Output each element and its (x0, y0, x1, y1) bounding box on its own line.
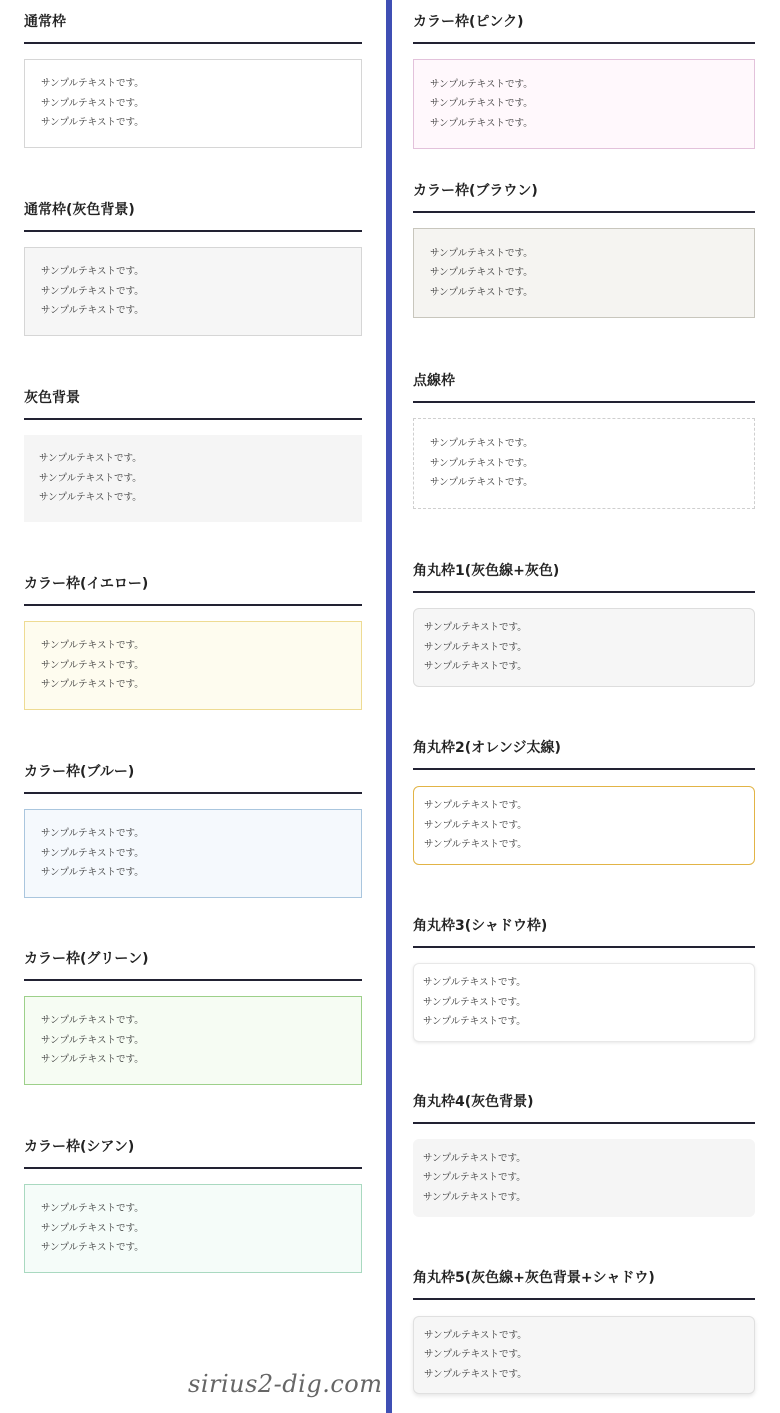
sample-text-line: サンプルテキストです。 (41, 117, 144, 129)
heading-underline (24, 979, 362, 981)
heading-underline (413, 946, 755, 948)
section-heading: カラー枠(ピンク) (413, 14, 524, 30)
sample-text-line: サンプルテキストです。 (424, 800, 527, 812)
sample-box-dotted (413, 418, 755, 509)
sample-text-line: サンプルテキストです。 (41, 1034, 144, 1046)
sample-text-line: サンプルテキストです。 (424, 622, 527, 634)
section-heading: 灰色背景 (24, 390, 80, 406)
sample-text-line: サンプルテキストです。 (41, 266, 144, 278)
sample-box-brown (413, 228, 755, 318)
sample-text-line: サンプルテキストです。 (41, 1222, 144, 1234)
sample-box-normal-gray (24, 247, 362, 336)
sample-text-line: サンプルテキストです。 (41, 97, 144, 109)
sample-text-line: サンプルテキストです。 (41, 1015, 144, 1027)
sample-text-line: サンプルテキストです。 (424, 641, 527, 653)
sample-text-line: サンプルテキストです。 (39, 453, 142, 465)
sample-text-line: サンプルテキストです。 (423, 1016, 526, 1028)
sample-text-line: サンプルテキストです。 (41, 1203, 144, 1215)
sample-text-line: サンプルテキストです。 (41, 867, 144, 879)
sample-box-rounded-2 (413, 786, 755, 865)
sample-text-line: サンプルテキストです。 (41, 1054, 144, 1066)
section-heading: 通常枠 (24, 14, 66, 30)
section-heading: カラー枠(ブルー) (24, 764, 135, 780)
sample-text-line: サンプルテキストです。 (430, 457, 533, 469)
sample-text-line: サンプルテキストです。 (430, 286, 533, 298)
sample-text-line: サンプルテキストです。 (430, 117, 533, 129)
section-heading: カラー枠(ブラウン) (413, 183, 538, 199)
sample-text-line: サンプルテキストです。 (430, 438, 533, 450)
sample-text-line: サンプルテキストです。 (423, 996, 526, 1008)
section-heading: 角丸枠5(灰色線+灰色背景+シャドウ) (413, 1270, 655, 1286)
section-heading: 角丸枠2(オレンジ太線) (413, 740, 561, 756)
heading-underline (24, 42, 362, 44)
site-watermark: sirius2-dig.com (188, 1370, 383, 1398)
sample-text-line: サンプルテキストです。 (424, 1368, 527, 1380)
sample-box-yellow (24, 621, 362, 710)
sample-text-line: サンプルテキストです。 (41, 1242, 144, 1254)
sample-box-rounded-5 (413, 1316, 755, 1394)
sample-text-line: サンプルテキストです。 (41, 659, 144, 671)
sample-text-line: サンプルテキストです。 (39, 472, 142, 484)
heading-underline (413, 42, 755, 44)
heading-underline (24, 230, 362, 232)
heading-underline (24, 1167, 362, 1169)
sample-text-line: サンプルテキストです。 (423, 1191, 526, 1203)
section-heading: 角丸枠4(灰色背景) (413, 1094, 534, 1110)
sample-text-line: サンプルテキストです。 (430, 98, 533, 110)
section-heading: 角丸枠1(灰色線+灰色) (413, 563, 560, 579)
heading-underline (413, 211, 755, 213)
sample-box-green (24, 996, 362, 1085)
sample-text-line: サンプルテキストです。 (41, 305, 144, 317)
section-heading: カラー枠(シアン) (24, 1139, 135, 1155)
section-heading: 通常枠(灰色背景) (24, 202, 135, 218)
sample-box-blue (24, 809, 362, 898)
sample-text-line: サンプルテキストです。 (41, 847, 144, 859)
heading-underline (413, 768, 755, 770)
sample-text-line: サンプルテキストです。 (41, 828, 144, 840)
heading-underline (24, 604, 362, 606)
sample-box-cyan (24, 1184, 362, 1273)
heading-underline (413, 401, 755, 403)
sample-text-line: サンプルテキストです。 (424, 1329, 527, 1341)
sample-text-line: サンプルテキストです。 (39, 492, 142, 504)
sample-box-gray (24, 435, 362, 522)
sample-text-line: サンプルテキストです。 (424, 819, 527, 831)
sample-text-line: サンプルテキストです。 (423, 1172, 526, 1184)
sample-text-line: サンプルテキストです。 (430, 477, 533, 489)
heading-underline (24, 792, 362, 794)
sample-text-line: サンプルテキストです。 (41, 679, 144, 691)
heading-underline (413, 591, 755, 593)
sample-text-line: サンプルテキストです。 (424, 1349, 527, 1361)
sample-text-line: サンプルテキストです。 (430, 78, 533, 90)
sample-text-line: サンプルテキストです。 (430, 267, 533, 279)
heading-underline (413, 1298, 755, 1300)
sample-box-rounded-3 (413, 963, 755, 1042)
section-heading: 点線枠 (413, 373, 455, 389)
sample-text-line: サンプルテキストです。 (423, 1152, 526, 1164)
sample-text-line: サンプルテキストです。 (424, 839, 527, 851)
sample-box-pink (413, 59, 755, 149)
section-heading: 角丸枠3(シャドウ枠) (413, 918, 548, 934)
heading-underline (413, 1122, 755, 1124)
sample-text-line: サンプルテキストです。 (41, 285, 144, 297)
section-heading: カラー枠(イエロー) (24, 576, 149, 592)
sample-text-line: サンプルテキストです。 (424, 661, 527, 673)
sample-text-line: サンプルテキストです。 (430, 247, 533, 259)
sample-box-rounded-4 (413, 1139, 755, 1217)
sample-text-line: サンプルテキストです。 (41, 78, 144, 90)
sample-text-line: サンプルテキストです。 (41, 640, 144, 652)
sample-box-normal (24, 59, 362, 148)
column-divider (386, 0, 392, 1413)
sample-text-line: サンプルテキストです。 (423, 977, 526, 989)
section-heading: カラー枠(グリーン) (24, 951, 149, 967)
heading-underline (24, 418, 362, 420)
sample-box-rounded-1 (413, 608, 755, 687)
